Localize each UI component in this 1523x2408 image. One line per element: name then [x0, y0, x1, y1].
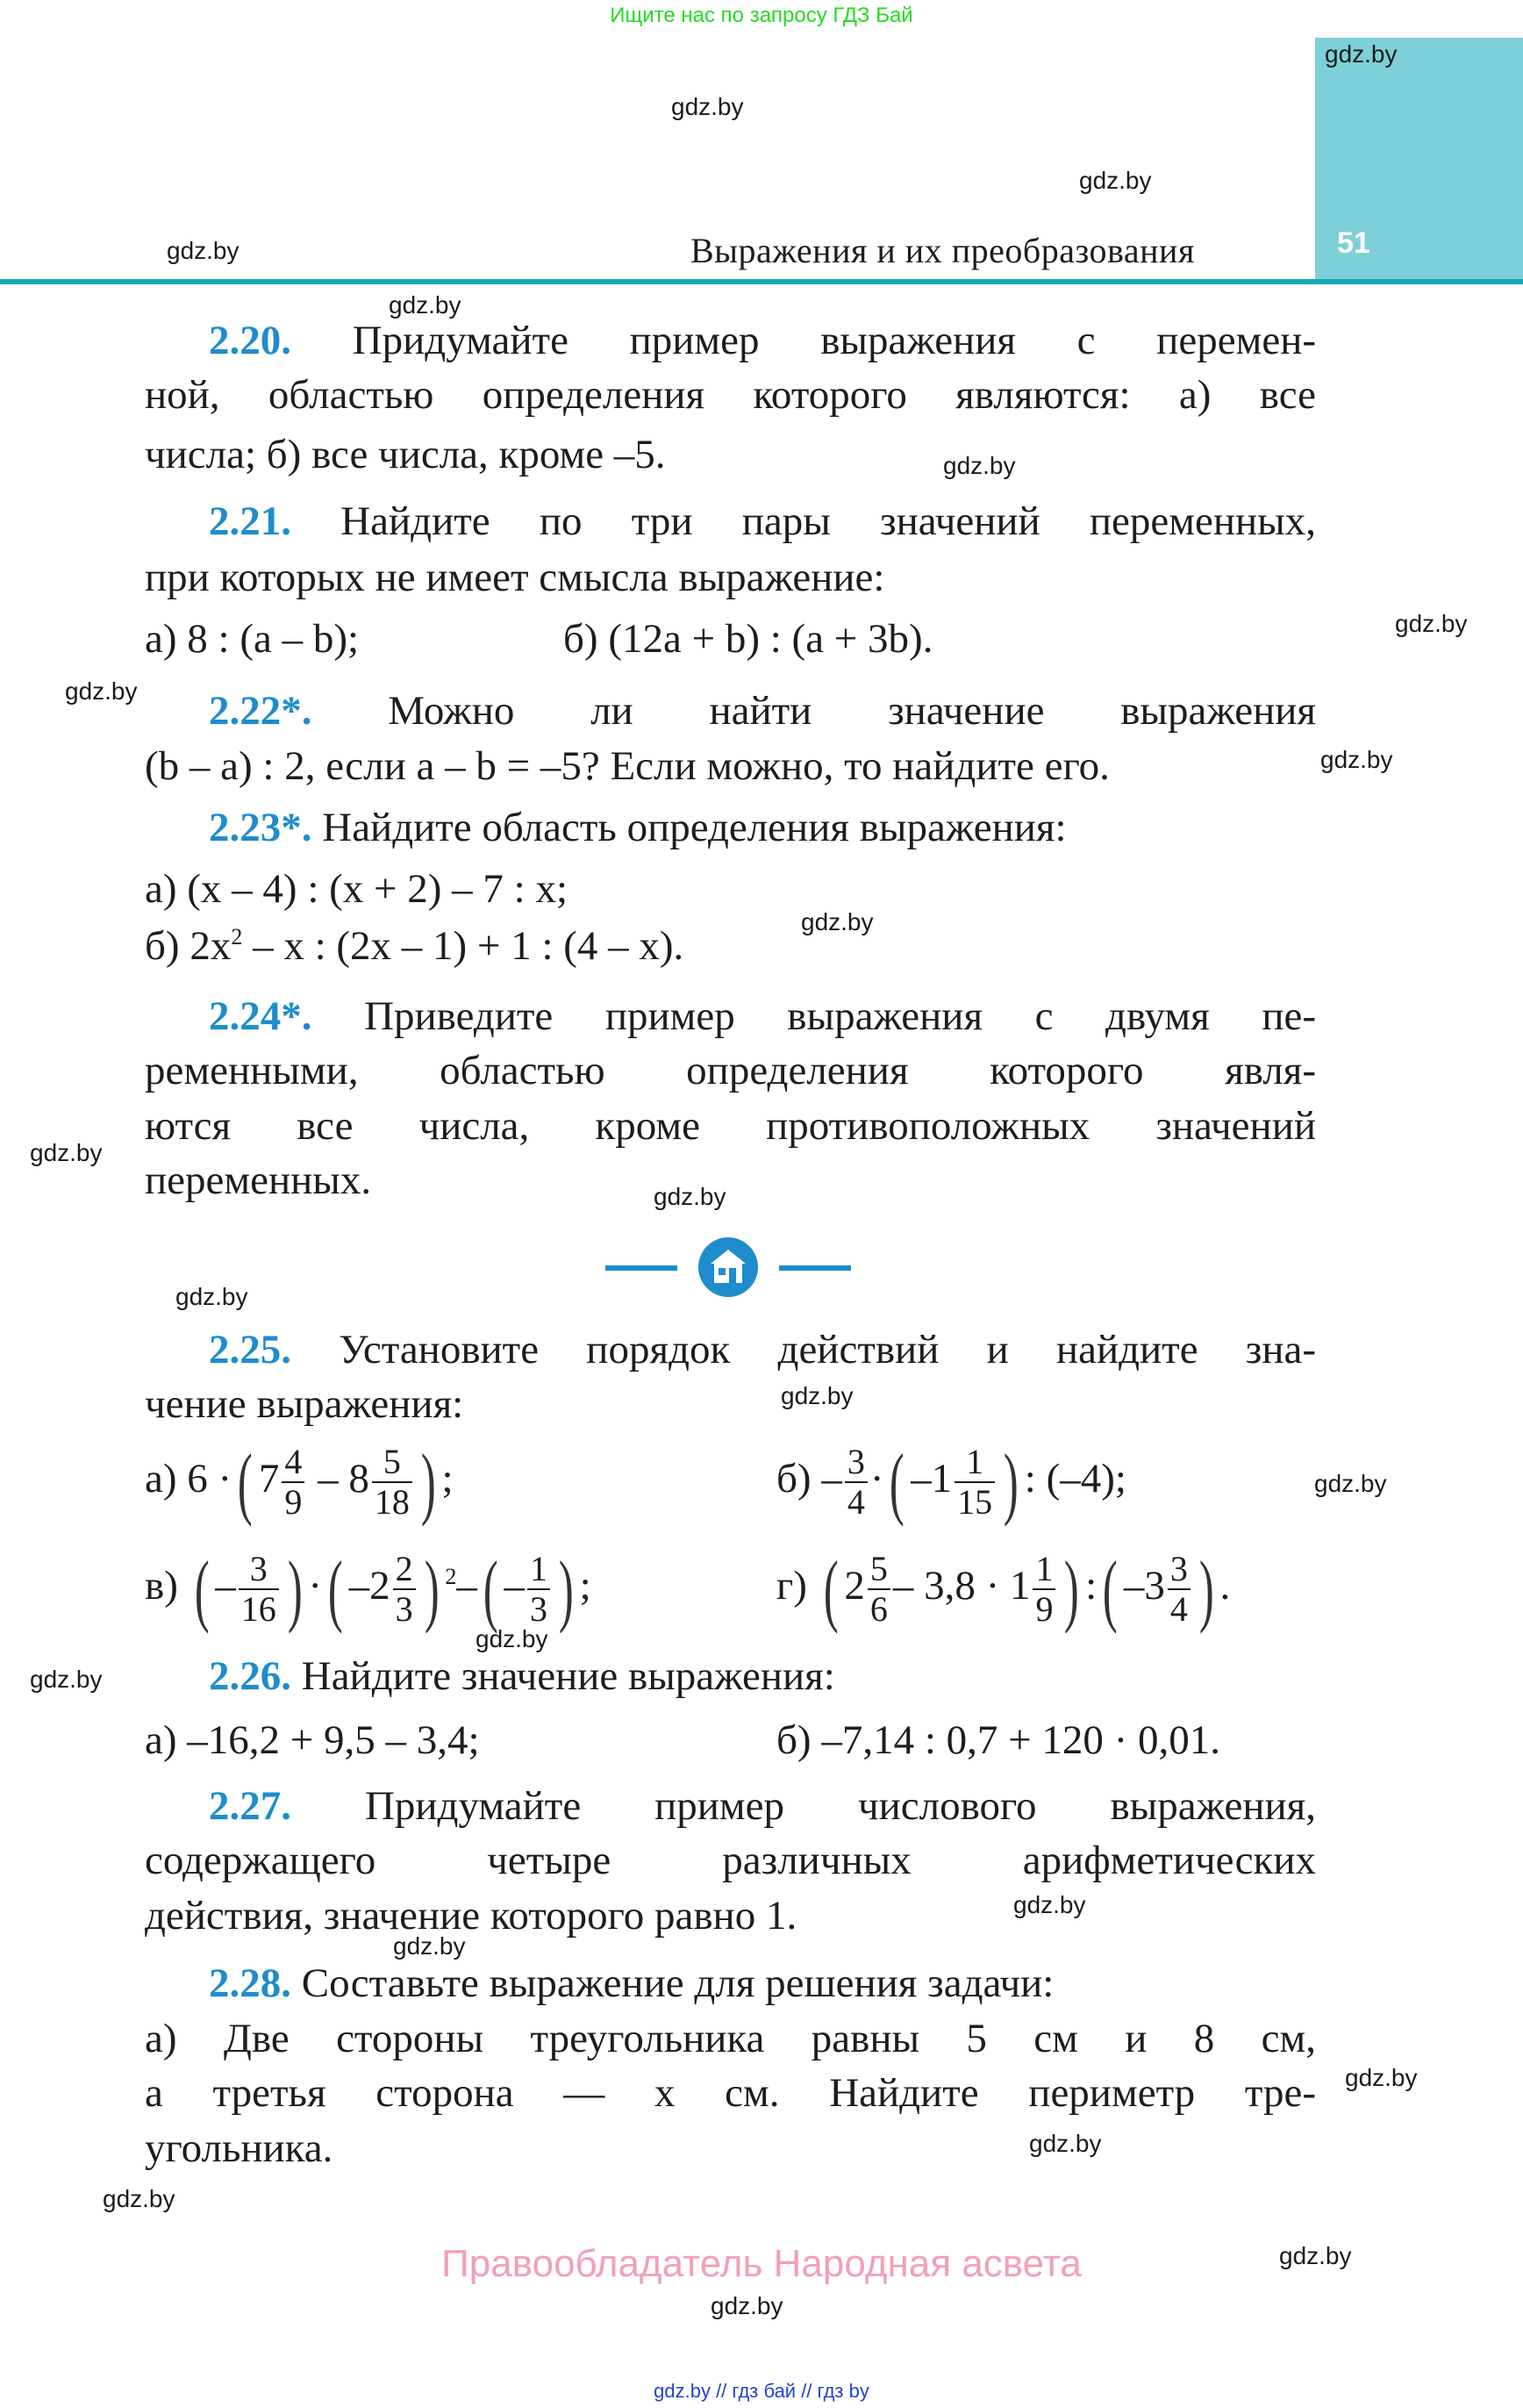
- copyright-notice: Правообладатель Народная асвета: [441, 2242, 1082, 2285]
- problem-2-24-line-2: ременными, областью определения которого явля-: [145, 1048, 1316, 1093]
- divider-line-left: [605, 1265, 677, 1271]
- watermark: gdz.by: [711, 2292, 783, 2319]
- problem-number: 2.28.: [209, 1960, 291, 2006]
- watermark: gdz.by: [103, 2185, 175, 2212]
- problem-2-27-line-3: действия, значение которого равно 1.: [145, 1893, 797, 1939]
- watermark: gdz.by: [1345, 2064, 1418, 2091]
- header-rule: [0, 279, 1523, 284]
- problem-2-20-line-2: ной, областью определения которого являются: а) все: [145, 372, 1316, 418]
- homework-divider: [605, 1229, 869, 1309]
- watermark: gdz.by: [1314, 1470, 1387, 1497]
- watermark: gdz.by: [781, 1382, 854, 1409]
- problem-number: 2.20.: [209, 318, 291, 363]
- problem-number: 2.24*.: [209, 993, 312, 1039]
- problem-2-25-option-b: б) – $\frac{3}{4}$ ·( –1 $\frac{1}{15}$ ) : (–4);: [776, 1437, 1126, 1528]
- problem-number: 2.27.: [209, 1783, 291, 1829]
- problem-2-25-line-1: 2.25. Установите порядок действий и найдите зна-: [209, 1327, 1317, 1372]
- watermark: gdz.by: [393, 1932, 466, 1960]
- problem-2-27-line-1: 2.27. Придумайте пример числового выражения,: [209, 1783, 1317, 1829]
- problem-2-24-line-3: ются все числа, кроме противоположных значений: [145, 1103, 1316, 1149]
- problem-2-28-line-4: угольника.: [145, 2125, 333, 2171]
- problem-2-21-line-1: 2.21. Найдите по три пары значений переменных,: [209, 498, 1316, 544]
- problem-2-24-line-4: переменных.: [145, 1157, 372, 1203]
- problem-2-25-option-g: г) ( 2 $\frac{5}{6}$ – 3,8 · 1 $\frac{1}{9}$ ) :( –3 $\frac{3}{4}$ ) .: [776, 1544, 1231, 1635]
- watermark: gdz.by: [671, 93, 744, 120]
- watermark: gdz.by: [30, 1666, 103, 1693]
- watermark: gdz.by: [1320, 746, 1393, 773]
- problem-2-25-option-a: а) 6 ·( 7 $\frac{4}{9}$ – 8 $\frac{5}{18}$ ) ;: [145, 1437, 454, 1528]
- watermark: gdz.by: [1325, 40, 1398, 68]
- problem-2-20-line-1: 2.20. Придумайте пример выражения с перемен-: [209, 318, 1317, 363]
- running-title: Выражения и их преобразования: [690, 231, 1195, 270]
- watermark: gdz.by: [654, 1183, 726, 1210]
- problem-number: 2.22*.: [209, 688, 312, 734]
- problem-2-20-line-3: числа; б) все числа, кроме –5.: [145, 432, 666, 477]
- problem-2-23-line-1: 2.23*. Найдите область определения выражения:: [209, 805, 1067, 850]
- watermark: gdz.by: [475, 1625, 548, 1652]
- problem-2-25-line-2: чение выражения:: [145, 1381, 464, 1427]
- problem-2-21-options: [145, 614, 1316, 663]
- watermark: gdz.by: [1029, 2130, 1102, 2157]
- problem-2-23-option-b: б) $2x^2$ – x : (2x – 1) + 1 : (4 – x).: [145, 923, 684, 969]
- watermark: gdz.by: [65, 677, 138, 705]
- watermark: gdz.by: [175, 1283, 248, 1310]
- home-icon: [698, 1237, 758, 1297]
- problem-number: 2.23*.: [209, 805, 312, 850]
- watermark: gdz.by: [801, 908, 874, 935]
- problem-number: 2.26.: [209, 1653, 291, 1699]
- divider-line-right: [779, 1265, 851, 1271]
- option-a: а) –16,2 + 9,5 – 3,4;: [145, 1717, 480, 1763]
- watermark: gdz.by: [1279, 2242, 1352, 2269]
- option-a: а) 8 : (a – b);: [145, 616, 360, 662]
- watermark: gdz.by: [389, 291, 461, 319]
- problem-number: 2.25.: [209, 1327, 291, 1372]
- watermark: gdz.by: [1395, 610, 1468, 637]
- footer-links: gdz.by // гдз бай // гдз by: [654, 2380, 869, 2402]
- watermark: gdz.by: [1079, 167, 1152, 194]
- watermark: gdz.by: [943, 452, 1016, 479]
- problem-2-22-line-1: 2.22*. Можно ли найти значение выражения: [209, 688, 1316, 734]
- problem-2-28-line-1: 2.28. Составьте выражение для решения задачи:: [209, 1960, 1055, 2006]
- watermark: gdz.by: [30, 1139, 103, 1166]
- problem-2-28-line-3: а третья сторона — x см. Найдите периметр тре-: [145, 2070, 1316, 2116]
- page-number: 51: [1337, 226, 1370, 260]
- option-b: б) –7,14 : 0,7 + 120 · 0,01.: [776, 1717, 1221, 1763]
- problem-2-26-line-1: 2.26. Найдите значение выражения:: [209, 1653, 835, 1699]
- problem-2-23-option-a: а) (x – 4) : (x + 2) – 7 : x;: [145, 866, 568, 912]
- watermark: gdz.by: [1013, 1891, 1086, 1918]
- problem-2-26-options: [145, 1716, 1316, 1765]
- problem-2-28-line-2: а) Две стороны треугольника равны 5 см и 8 см,: [145, 2016, 1316, 2061]
- option-b: б) (12a + b) : (a + 3b).: [563, 616, 933, 662]
- problem-2-27-line-2: содержащего четыре различных арифметических: [145, 1838, 1316, 1883]
- problem-number: 2.21.: [209, 498, 291, 544]
- problem-2-24-line-1: 2.24*. Приведите пример выражения с двумя пе-: [209, 993, 1316, 1039]
- problem-2-22-line-2: (b – a) : 2, если a – b = –5? Если можно, то найдите его.: [145, 743, 1110, 789]
- problem-2-21-line-2: при которых не имеет смысла выражение:: [145, 555, 885, 600]
- watermark: gdz.by: [167, 237, 240, 264]
- problem-2-25-option-v: в) ( – $\frac{3}{16}$ ) ·( –2 $\frac{2}{3}$ ) $^2$–( – $\frac{1}{3}$ ) ;: [145, 1544, 591, 1635]
- search-banner: Ищите нас по запросу ГДЗ Бай: [610, 4, 913, 27]
